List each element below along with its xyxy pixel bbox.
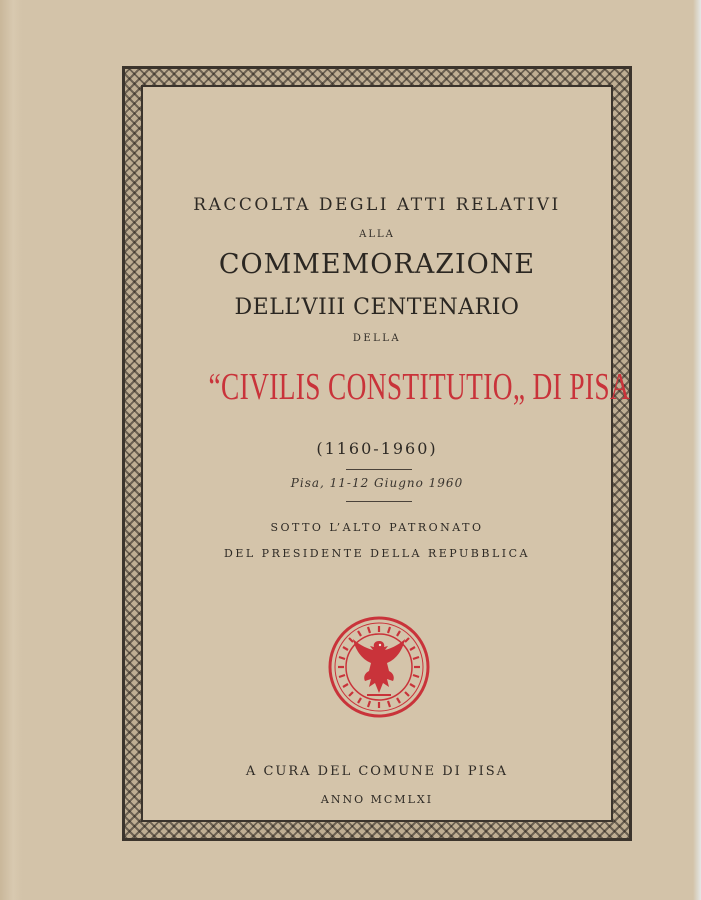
- place-date: Pisa, 11-12 Giugno 1960: [290, 476, 464, 490]
- title-line-commemorazione: COMMEMORAZIONE: [218, 249, 536, 280]
- patronage-line-1: SOTTO L’ALTO PATRONATO: [270, 521, 484, 534]
- spine-shadow: [0, 0, 22, 900]
- title-line-alla: ALLA: [359, 229, 395, 240]
- patronage-line-2: DEL PRESIDENTE DELLA REPUBBLICA: [224, 547, 530, 560]
- publisher-line: A CURA DEL COMUNE DI PISA: [245, 764, 509, 779]
- title-line-centenario: DELL’VIII CENTENARIO: [234, 295, 520, 320]
- decorative-border-frame: [122, 66, 632, 841]
- rule-bottom: [346, 501, 412, 502]
- eagle-seal-icon: [327, 615, 431, 719]
- years-range: (1160-1960): [316, 439, 438, 458]
- title-line-civilis-constitutio: “CIVILIS CONSTITUTIO„ DI PISA: [208, 366, 631, 408]
- publication-year: ANNO MCMLXI: [320, 793, 434, 806]
- title-line-della: DELLA: [352, 333, 402, 344]
- rule-top: [346, 469, 412, 470]
- title-panel: [141, 85, 631, 822]
- title-line-raccolta: RACCOLTA DEGLI ATTI RELATIVI: [193, 195, 561, 215]
- cover-edge: [693, 0, 701, 900]
